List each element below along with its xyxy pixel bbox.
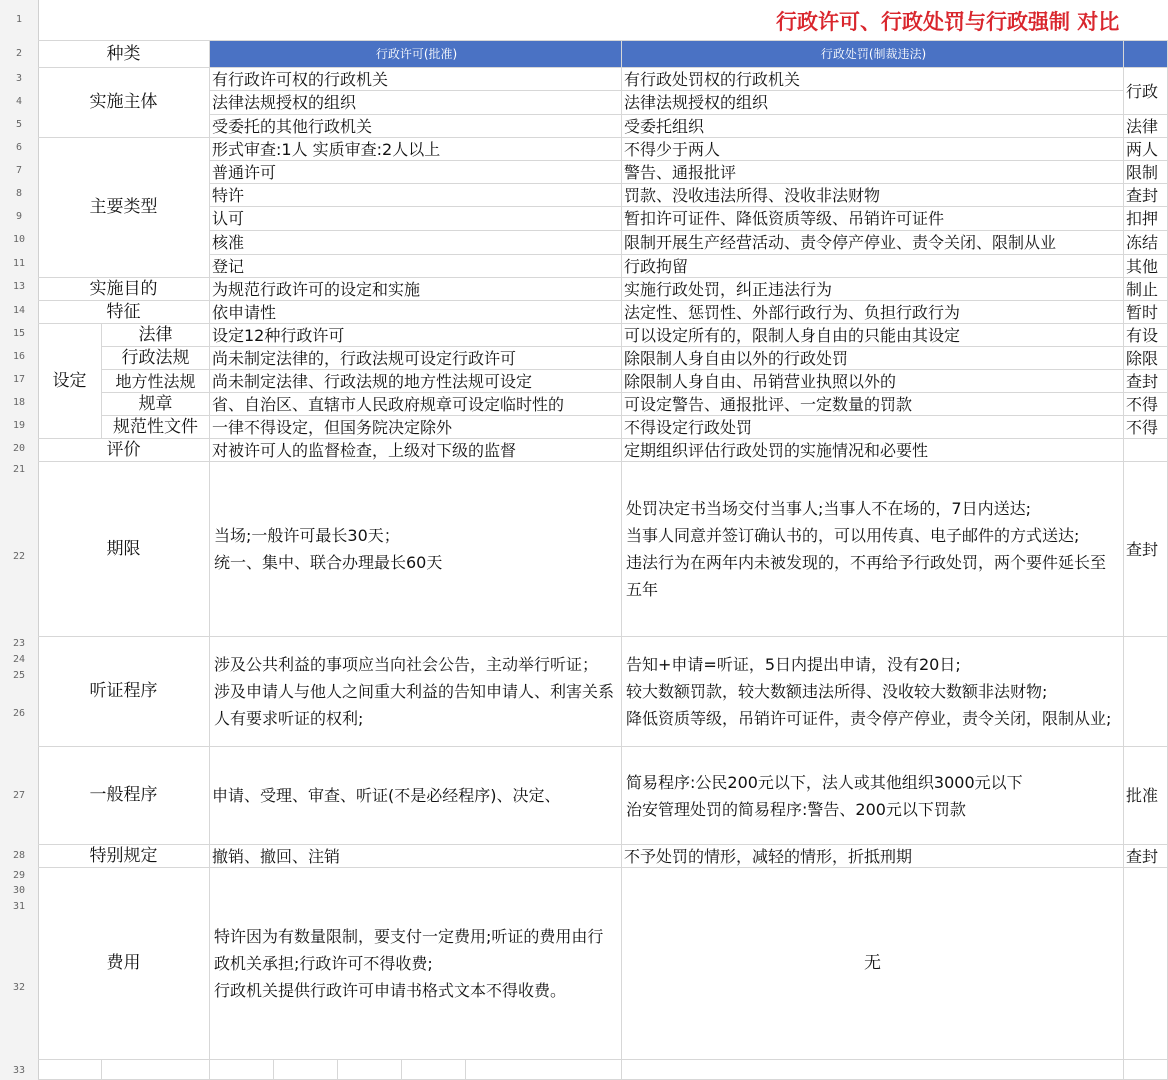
permit-hearing[interactable] [210,637,622,747]
row-number[interactable]: 20 [12,443,26,454]
coercion-type-0[interactable]: 两人 [1124,138,1168,161]
permit-purpose[interactable]: 为规范行政许可的设定和实施 [210,278,622,301]
coercion-type-5[interactable]: 其他 [1124,255,1168,278]
penalty-evaluation[interactable]: 定期组织评估行政处罚的实施情况和必要性 [622,439,1124,462]
permit-general[interactable]: 申请、受理、审查、听证(不是必经程序)、决定、 [210,747,622,845]
penalty-general-line-2: 治安管理处罚的简易程序:警告、200元以下罚款 [626,799,966,819]
sheet-title[interactable]: 行政许可、行政处罚与行政强制 对比 [776,10,1120,34]
permit-fee-line-1: 特许因为有数量限制，要支付一定费用;听证的费用由行政机关承担;行政许可不得收费; [214,927,604,973]
row-header-column [0,0,39,1080]
penalty-type-3[interactable]: 暂扣许可证件、降低资质等级、吊销许可证件 [622,207,1124,231]
coercion-hearing[interactable] [1124,637,1168,747]
header-permit[interactable]: 行政许可(批准) [210,41,622,68]
header-coercion[interactable] [1124,41,1168,68]
row-number[interactable]: 31 [12,901,26,912]
category-feature[interactable]: 特征 [38,301,210,324]
header-penalty[interactable]: 行政处罚(制裁违法) [622,41,1124,68]
penalty-hearing-line-3: 降低资质等级，吊销许可证件，责令停产停业，责令关闭，限制从业; [626,709,1112,728]
row-number[interactable]: 8 [15,188,23,199]
permit-feature[interactable]: 依申请性 [210,301,622,324]
setting-law-label[interactable]: 法律 [102,324,210,347]
row-number[interactable]: 32 [12,982,26,993]
category-evaluation[interactable]: 评价 [38,439,210,462]
penalty-type-4[interactable]: 限制开展生产经营活动、责令停产停业、责令关闭、限制从业 [622,231,1124,255]
empty-cell[interactable] [338,1060,402,1080]
coercion-subject[interactable]: 行政 [1124,68,1168,115]
penalty-type-1[interactable]: 警告、通报批评 [622,161,1124,184]
coercion-type-1[interactable]: 限制 [1124,161,1168,184]
permit-hearing-line-2: 涉及申请人与他人之间重大利益的告知申请人、利害关系人有要求听证的权利; [214,682,615,728]
row-number[interactable]: 14 [12,305,26,316]
penalty-rules[interactable]: 可设定警告、通报批评、一定数量的罚款 [622,393,1124,416]
penalty-period-line-3: 违法行为在两年内未被发现的，不再给予行政处罚，两个要件延长至五年 [626,553,1107,599]
row-number[interactable]: 3 [15,73,23,84]
row-number[interactable]: 29 [12,870,26,881]
penalty-period-line-2: 当事人同意并签订确认书的，可以用传真、电子邮件的方式送达; [626,526,1080,545]
row-number[interactable]: 2 [15,48,23,59]
coercion-period[interactable]: 查封 [1124,462,1168,637]
row-number[interactable]: 22 [12,551,26,562]
row-number[interactable]: 21 [12,464,26,475]
setting-local-reg-label[interactable]: 地方性法规 [102,370,210,393]
penalty-local-reg[interactable]: 除限制人身自由、吊销营业执照以外的 [622,370,1124,393]
coercion-general[interactable]: 批准 [1124,747,1168,845]
penalty-period-line-1: 处罚决定书当场交付当事人;当事人不在场的，7日内送达; [626,499,1031,518]
permit-type-4[interactable]: 核准 [210,231,622,255]
penalty-norm-docs[interactable]: 不得设定行政处罚 [622,416,1124,439]
category-setting[interactable]: 设定 [38,324,102,439]
setting-rules-label[interactable]: 规章 [102,393,210,416]
permit-admin-reg[interactable]: 尚未制定法律的，行政法规可设定行政许可 [210,347,622,370]
permit-hearing-line-1: 涉及公共利益的事项应当向社会公告，主动举行听证； [214,655,599,674]
row-number[interactable]: 19 [12,420,26,431]
coercion-admin-reg[interactable]: 除限 [1124,347,1168,370]
empty-cell[interactable] [622,1060,1124,1080]
penalty-hearing-line-2: 较大数额罚款，较大数额违法所得、没收较大数额非法财物; [626,682,1048,701]
row-number[interactable]: 10 [12,234,26,245]
permit-subject-3[interactable]: 受委托的其他行政机关 [210,115,622,138]
row-divider [38,40,1168,41]
row-number[interactable]: 30 [12,885,26,896]
category-general[interactable]: 一般程序 [38,747,210,845]
penalty-type-0[interactable]: 不得少于两人 [622,138,1124,161]
coercion-fee[interactable] [1124,868,1168,1060]
penalty-subject-1[interactable]: 有行政处罚权的行政机关 [622,68,1124,91]
row-number[interactable]: 9 [15,211,23,222]
coercion-type-3[interactable]: 扣押 [1124,207,1168,231]
permit-special[interactable]: 撤销、撤回、注销 [210,845,622,868]
row-number[interactable]: 7 [15,165,23,176]
permit-subject-1[interactable]: 有行政许可权的行政机关 [210,68,622,91]
penalty-admin-reg[interactable]: 除限制人身自由以外的行政处罚 [622,347,1124,370]
header-kind[interactable]: 种类 [38,41,210,68]
coercion-type-2[interactable]: 查封 [1124,184,1168,207]
category-subject[interactable]: 实施主体 [38,68,210,138]
category-types[interactable]: 主要类型 [38,138,210,278]
row-number[interactable]: 15 [12,328,26,339]
row-number[interactable]: 23 [12,638,26,649]
empty-cell[interactable] [1124,1060,1168,1080]
penalty-law[interactable]: 可以设定所有的，限制人身自由的只能由其设定 [622,324,1124,347]
penalty-general[interactable] [622,747,1124,845]
permit-period-line-2: 统一、集中、联合办理最长60天 [214,553,443,572]
permit-subject-2[interactable]: 法律法规授权的组织 [210,91,622,115]
penalty-hearing-line-1: 告知+申请=听证，5日内提出申请，没有20日; [626,655,961,674]
row-number[interactable]: 27 [12,790,26,801]
permit-type-0[interactable]: 形式审查:1人 实质审查:2人以上 [210,138,622,161]
coercion-rules[interactable]: 不得 [1124,393,1168,416]
empty-cell[interactable] [402,1060,466,1080]
row-number[interactable]: 5 [15,119,23,130]
permit-local-reg[interactable]: 尚未制定法律、行政法规的地方性法规可设定 [210,370,622,393]
row-number[interactable]: 1 [15,14,23,25]
coercion-evaluation[interactable] [1124,439,1168,462]
setting-admin-reg-label[interactable]: 行政法规 [102,347,210,370]
row-number[interactable]: 17 [12,374,26,385]
penalty-general-line-1: 简易程序:公民200元以下，法人或其他组织3000元以下 [626,772,1023,792]
empty-cell[interactable] [210,1060,274,1080]
permit-type-3[interactable]: 认可 [210,207,622,231]
row-number[interactable]: 26 [12,708,26,719]
category-purpose[interactable]: 实施目的 [38,278,210,301]
empty-cell[interactable] [466,1060,622,1080]
penalty-purpose[interactable]: 实施行政处罚，纠正违法行为 [622,278,1124,301]
coercion-subject-3[interactable]: 法律 [1124,115,1168,138]
penalty-type-2[interactable]: 罚款、没收违法所得、没收非法财物 [622,184,1124,207]
permit-fee-line-2: 行政机关提供行政许可申请书格式文本不得收费。 [214,981,567,1000]
penalty-fee[interactable]: 无 [622,868,1124,1060]
row-number[interactable]: 18 [12,397,26,408]
penalty-subject-3[interactable]: 受委托组织 [622,115,1124,138]
permit-period[interactable] [210,462,622,637]
row-number[interactable]: 6 [15,142,23,153]
penalty-feature[interactable]: 法定性、惩罚性、外部行政行为、负担行政行为 [622,301,1124,324]
empty-cell[interactable] [274,1060,338,1080]
penalty-hearing[interactable] [622,637,1124,747]
coercion-purpose[interactable]: 制止 [1124,278,1168,301]
row-number[interactable]: 28 [12,850,26,861]
category-period[interactable]: 期限 [38,462,210,637]
row-number[interactable]: 24 [12,654,26,665]
permit-law[interactable]: 设定12种行政许可 [210,324,622,347]
penalty-special[interactable]: 不予处罚的情形，减轻的情形，折抵刑期 [622,845,1124,868]
penalty-period[interactable] [622,462,1124,637]
row-number[interactable]: 13 [12,281,26,292]
permit-type-1[interactable]: 普通许可 [210,161,622,184]
penalty-type-5[interactable]: 行政拘留 [622,255,1124,278]
coercion-norm-docs[interactable]: 不得 [1124,416,1168,439]
coercion-local-reg[interactable]: 查封 [1124,370,1168,393]
empty-cell[interactable] [38,1060,102,1080]
penalty-subject-2[interactable]: 法律法规授权的组织 [622,91,1124,115]
permit-type-2[interactable]: 特许 [210,184,622,207]
row-number[interactable]: 4 [15,96,23,107]
coercion-type-4[interactable]: 冻结 [1124,231,1168,255]
coercion-special[interactable]: 查封 [1124,845,1168,868]
coercion-feature[interactable]: 暂时 [1124,301,1168,324]
category-fee[interactable]: 费用 [38,868,210,1060]
coercion-law[interactable]: 有设 [1124,324,1168,347]
category-hearing[interactable]: 听证程序 [38,637,210,747]
row-number[interactable]: 33 [12,1065,26,1076]
category-special[interactable]: 特别规定 [38,845,210,868]
row-number[interactable]: 16 [12,351,26,362]
permit-rules[interactable]: 省、自治区、直辖市人民政府规章可设定临时性的 [210,393,622,416]
row-number[interactable]: 25 [12,670,26,681]
permit-fee[interactable] [210,868,622,1060]
permit-norm-docs[interactable]: 一律不得设定，但国务院决定除外 [210,416,622,439]
row-number[interactable]: 11 [12,258,26,269]
permit-evaluation[interactable]: 对被许可人的监督检查，上级对下级的监督 [210,439,622,462]
setting-norm-docs-label[interactable]: 规范性文件 [102,416,210,439]
empty-cell[interactable] [102,1060,210,1080]
permit-period-line-1: 当场;一般许可最长30天； [214,526,400,545]
permit-type-5[interactable]: 登记 [210,255,622,278]
